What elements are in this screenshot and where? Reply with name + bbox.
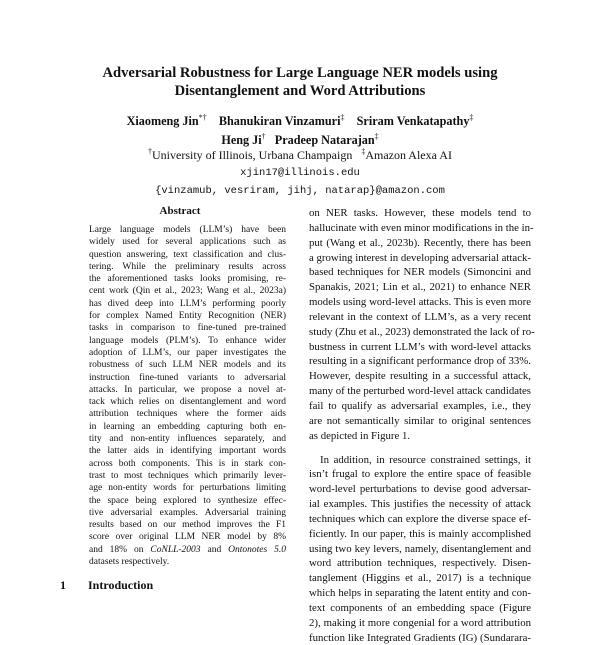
body-line: relevant in the context of LLM’s, as a very recent [309, 310, 531, 323]
abstract-line: adoption of LLM’s, our paper investigates the [89, 347, 286, 358]
paragraph-gap [309, 444, 531, 453]
body-line: word attribution techniques, respectively. Disen- [309, 557, 531, 570]
affiliation-mark: † [148, 147, 153, 156]
body-line: are not semantically similar to original sentences [309, 414, 531, 427]
abstract-line: attribution techniques where the former aids [89, 409, 286, 420]
author-affiliation-mark: ‡ [374, 132, 379, 142]
affiliation-org: Amazon Alexa AI [365, 148, 452, 162]
abstract-line: for complex Named Entity Recognition (NER) [89, 311, 286, 322]
body-line: bustness in current LLM’s with word-level attacks [309, 340, 531, 353]
author-name: Xiaomeng Jin [126, 114, 199, 129]
section-title: Introduction [88, 578, 154, 592]
abstract-line: tasks in comparison to fine-tuned pre-trained [89, 323, 286, 334]
paper-title [60, 64, 540, 100]
body-line: based techniques for NER models (Simoncini and [309, 266, 531, 279]
abstract-line: datasets respectively. [89, 557, 170, 568]
abstract-line: results based on our method improves the F1 [89, 520, 286, 531]
body-line: tanglement (Higgins et al., 2017) is a technique [309, 572, 531, 585]
abstract-line: trast to most techniques which primarily lever- [89, 470, 286, 481]
body-line: using two key levers, namely, disentanglement and [309, 542, 531, 555]
abstract-line: tering. While the preliminary results across [89, 261, 286, 272]
section-number: 1 [60, 578, 66, 592]
body-line: function like Integrated Gradients (IG) (Sundarara- [309, 631, 531, 644]
body-line: ial examples. This justifies the necessity of attack [309, 498, 531, 511]
abstract-line: the aforementioned tasks looks promising, re- [89, 274, 286, 285]
body-line: fail to qualify as adversarial examples, i.e., they [309, 399, 531, 412]
affiliation-org: University of Illinois, Urbana Champaign [152, 148, 353, 162]
author-email[interactable]: {vinzamub, vesriram, jihj, natarap}@amazon.com [155, 185, 445, 197]
author-affiliation-mark: ‡ [340, 113, 345, 122]
abstract-line: tack which relies on disentanglement and word [89, 397, 286, 408]
author-affiliation-mark: † [261, 132, 266, 142]
body-line: which helps in separating the latent entity and con- [309, 587, 531, 600]
body-line: many of the perturbed word-level attack candidates [309, 385, 531, 398]
body-line: models using word-level attacks. This is even more [309, 296, 531, 309]
body-line: word-level perturbations to devise good adversar- [309, 483, 531, 496]
abstract-body [89, 224, 286, 568]
body-line: put (Wang et al., 2023b). Recently, there has been [309, 236, 531, 249]
author-email[interactable]: xjin17@illinois.edu [240, 167, 360, 179]
abstract-line: cent work (Qin et al., 2023; Wang et al., 2023a) [89, 286, 286, 297]
abstract-line: and 18% on CoNLL-2003 and Ontonotes 5.0 [89, 544, 286, 555]
body-line: isn’t frugal to explore the entire space of feasible [309, 468, 531, 481]
title-line-1: Adversarial Robustness for Large Language NER models using [102, 65, 498, 81]
body-line: ficiently. In our paper, this is mainly accomplished [309, 527, 531, 540]
author-name: Bhanukiran Vinzamuri [218, 114, 341, 129]
author-name: Sriram Venkatapathy [356, 114, 470, 129]
body-line: 2), making it more congenial for a word attribution [309, 616, 531, 629]
abstract-line: age non-entity words for perturbations limiting [89, 483, 286, 494]
abstract-line: tity and non-entity influences separately, and [89, 434, 286, 445]
body-line: text components of an embedding space (Figure [309, 601, 531, 614]
abstract-line: robustness of such LLM NER models and its [89, 360, 286, 371]
author-name: Pradeep Natarajan [274, 133, 375, 148]
body-line: as depicted in Figure 1. [309, 429, 411, 442]
abstract-line: score over original LLM NER model by 8% [89, 532, 286, 543]
author-affiliation-mark: ‡ [469, 113, 474, 122]
body-line: techniques which can explore the diverse space ef- [309, 512, 531, 525]
section-heading-introduction [60, 578, 153, 593]
abstract-line: instruction fine-tuned variants to adversarial [89, 372, 286, 383]
abstract-line: the space being explored to synthesize effec- [89, 495, 286, 506]
affiliations [60, 144, 540, 199]
abstract-line: across both components. This is in stark con- [89, 458, 286, 469]
author-affiliation-mark: *† [198, 113, 207, 122]
body-line: In addition, in resource constrained settings, it [320, 453, 531, 466]
abstract-line: the latter aids in identifying important words [89, 446, 286, 457]
body-line: study (Zhu et al., 2023) demonstrated the lack of ro- [309, 325, 535, 338]
body-line: resulting in a significant performance drop of 33%. [309, 355, 531, 368]
affiliation-mark: ‡ [361, 147, 366, 156]
author-name: Heng Ji [221, 133, 262, 148]
body-line: a growing interest in developing adversarial attack- [309, 251, 531, 264]
abstract-line: in learning an embedding capturing both en- [89, 421, 286, 432]
abstract-heading: Abstract [159, 205, 201, 217]
body-line: on NER tasks. However, these models tend to [309, 207, 531, 219]
introduction-body [309, 206, 535, 645]
abstract-line: tive adversarial examples. Adversarial training [89, 507, 286, 518]
abstract-line: attacks. In particular, we propose a novel at- [89, 384, 286, 395]
abstract-line: question answering, text classification and clus- [89, 249, 286, 260]
abstract-line: widely used for several applications such as [89, 237, 286, 248]
title-line-2: Disentanglement and Word Attributions [174, 83, 426, 99]
body-line: Spanakis, 2021; Lin et al., 2021) to enhance NER [309, 281, 531, 294]
abstract-line: language models (PLM’s). To enhance wider [89, 335, 286, 346]
abstract-line: Large language models (LLM’s) have been [89, 225, 286, 235]
body-line: However, despite resulting in a successful attack, [309, 370, 531, 383]
abstract-line: has dived deep into LLM’s performing poorly [89, 298, 286, 309]
body-line: hallucinate with even minor modifications in the in- [309, 221, 534, 234]
author-list [60, 110, 540, 148]
